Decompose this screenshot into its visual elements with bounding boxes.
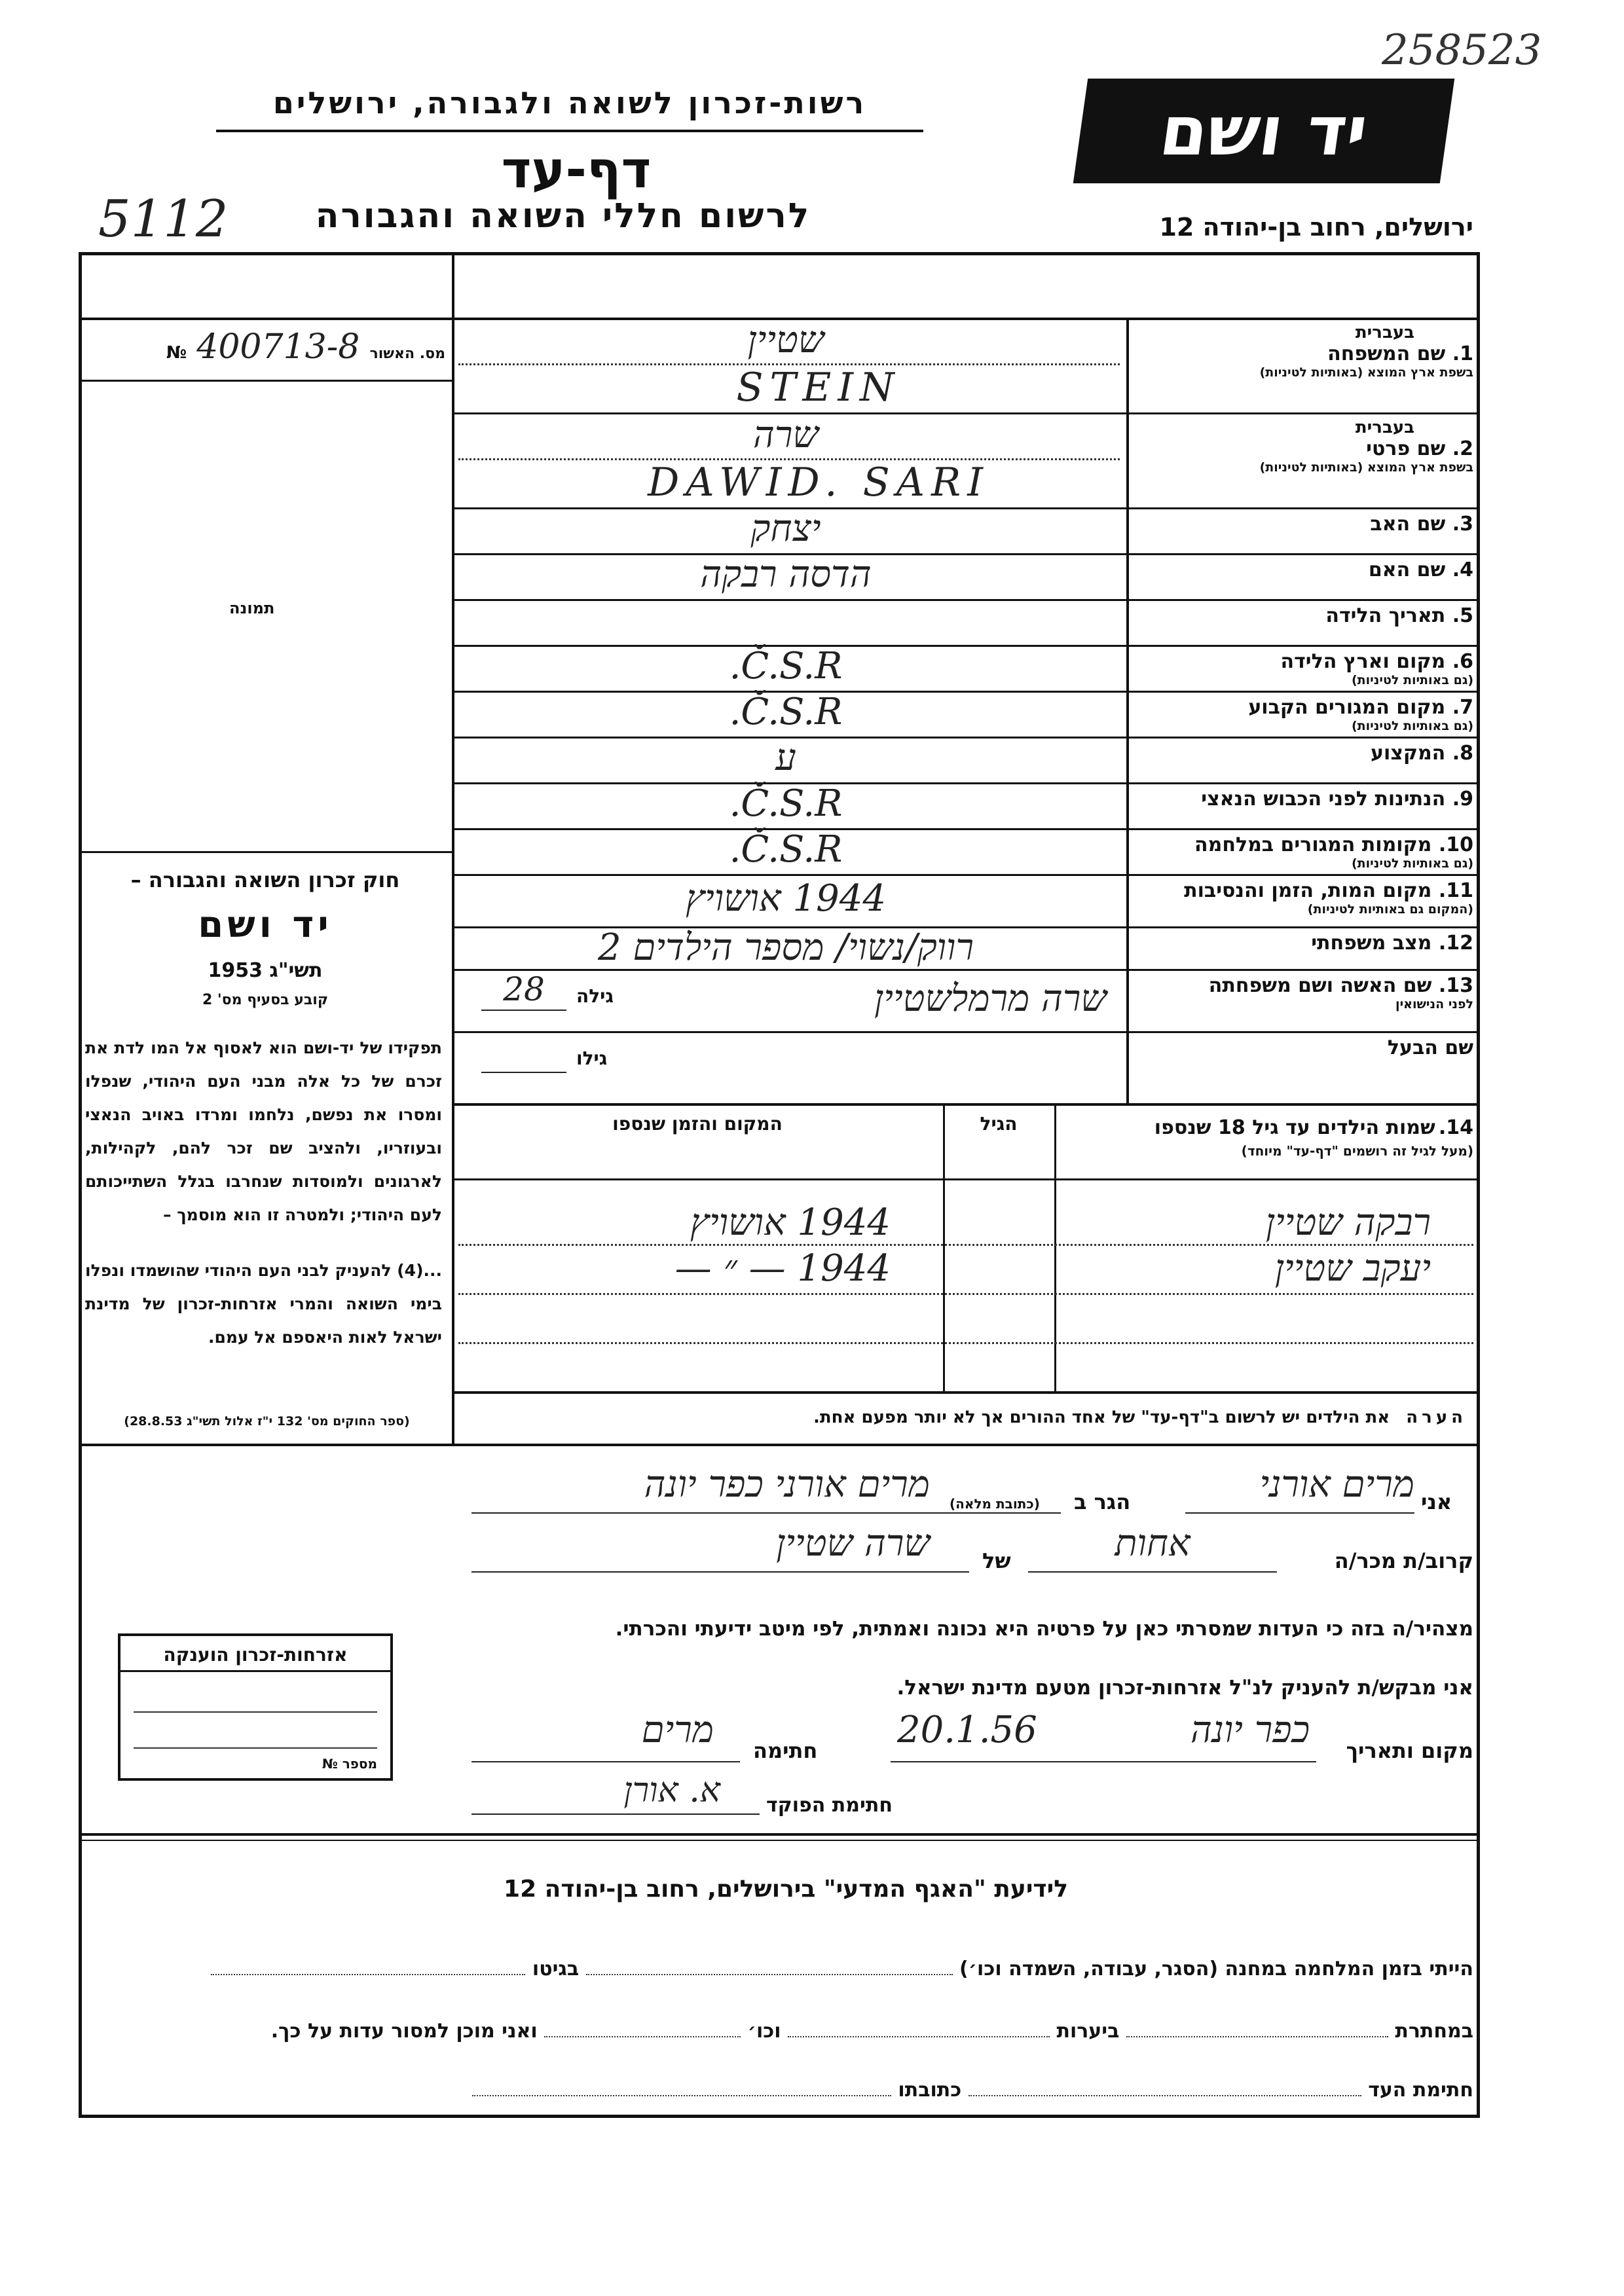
note-bottom-line bbox=[79, 1444, 1480, 1446]
field-label: מקום המות, הזמן והנסיבות bbox=[1184, 879, 1432, 902]
field-label-block bbox=[1133, 974, 1473, 1011]
law-section: קובע בסעיף מס' 2 bbox=[202, 992, 329, 1008]
decl-relative-label: קרוב/ת מכר/ה bbox=[1334, 1548, 1473, 1573]
bottom-line-3 bbox=[92, 2079, 1473, 2102]
form-subtitle: לרשום חללי השואה והגבורה bbox=[315, 196, 811, 236]
witness-address-label: כתובתו bbox=[898, 2079, 962, 2102]
field-number: 2. bbox=[1452, 437, 1473, 460]
witness-signature-label: חתימת העד bbox=[1368, 2079, 1473, 2102]
bottom-line-1 bbox=[92, 1958, 1473, 1980]
field-label-block bbox=[1133, 788, 1473, 811]
field-label-block bbox=[1133, 1036, 1473, 1059]
yad-vashem-logo bbox=[1073, 79, 1454, 183]
cert-number-block bbox=[88, 327, 445, 367]
field-number: 8. bbox=[1452, 742, 1473, 765]
field-label-block bbox=[1133, 558, 1473, 581]
field-number: 3. bbox=[1452, 513, 1473, 536]
decl-date-value: 20.1.56 bbox=[897, 1709, 1037, 1751]
decl-resides-label: הגר ב bbox=[1074, 1489, 1131, 1514]
bottom-title: לידיעת "האגף המדעי" בירושלים, רחוב בן-יהודה 12 bbox=[504, 1876, 1068, 1903]
note-row bbox=[458, 1408, 1467, 1427]
cert-no-mark: № bbox=[166, 343, 187, 363]
title-underline bbox=[216, 130, 923, 132]
field-label-block bbox=[1133, 650, 1473, 687]
age-value: 28 bbox=[481, 970, 566, 1011]
decl-i-line bbox=[1185, 1512, 1414, 1514]
field-separator bbox=[452, 1031, 1480, 1033]
field-label: שם האב bbox=[1370, 513, 1446, 536]
field-label: שם המשפחה bbox=[1327, 342, 1446, 365]
decl-signature-label: חתימה bbox=[753, 1738, 818, 1763]
field-value: Č.S.R. bbox=[729, 691, 843, 733]
child-row-rule bbox=[458, 1293, 1473, 1295]
handwritten-ref-number: 5112 bbox=[98, 190, 229, 249]
children-col-1 bbox=[943, 1103, 945, 1391]
field-separator bbox=[452, 969, 1480, 971]
decl-relative-line bbox=[1028, 1571, 1277, 1573]
children-col-2 bbox=[1054, 1103, 1056, 1391]
field-separator bbox=[452, 874, 1480, 876]
field-value: Č.S.R. bbox=[729, 828, 843, 871]
authority-title: רשות-זכרון לשואה ולגבורה, ירושלים bbox=[272, 85, 867, 120]
field-number: 13. bbox=[1438, 974, 1473, 997]
field-number: 1. bbox=[1452, 342, 1473, 365]
field-value: ע bbox=[775, 737, 796, 779]
field-value-latin: STEIN bbox=[736, 365, 901, 410]
field-label: המקצוע bbox=[1370, 742, 1446, 765]
law-name: יד ושם bbox=[198, 903, 333, 946]
children-title-text: שמות הילדים עד גיל 18 שנספו bbox=[1154, 1116, 1435, 1139]
ghetto-label: בגיטו bbox=[532, 1958, 580, 1980]
field-label: שם האשה ושם משפחתה bbox=[1208, 974, 1432, 997]
field-tag: בעברית bbox=[1355, 323, 1414, 342]
decl-of-label: של bbox=[982, 1548, 1011, 1573]
field-label: מקום המגורים הקבוע bbox=[1248, 696, 1446, 719]
decl-i-value: מרים אורני bbox=[1259, 1463, 1414, 1506]
decl-official-sig-label: חתימת הפוקד bbox=[766, 1794, 893, 1817]
field-value: שרה מרמלשטיין bbox=[874, 977, 1107, 1020]
field-label-block bbox=[1133, 513, 1473, 536]
field-number: 9. bbox=[1452, 788, 1473, 811]
left-column-divider bbox=[452, 252, 454, 1444]
decl-place-date-label: מקום ותאריך bbox=[1346, 1738, 1473, 1763]
children-top-line bbox=[452, 1103, 1480, 1106]
decl-place-value: כפר יונה bbox=[1190, 1709, 1310, 1751]
field-label-block bbox=[1133, 833, 1473, 871]
field-value: 1944 אושויץ bbox=[685, 877, 887, 920]
camp-label: הייתי בזמן המלחמה במחנה (הסגר, עבודה, השמדה וכו׳) bbox=[959, 1958, 1473, 1980]
children-header-line bbox=[452, 1178, 1480, 1180]
law-paragraph-2: ...(4) להעניק לבני העם היהודי שהושמדו ונפלו בימי השואה והמרי אזרחות-זכרון של מדינת ישראל לאות היאספם אל עמם. bbox=[85, 1261, 442, 1347]
law-title: חוק זכרון השואה והגבורה – bbox=[130, 867, 400, 892]
field-sublabel: בשפת ארץ המוצא (באותיות לטיניות) bbox=[1259, 460, 1473, 475]
age-label: גילה bbox=[576, 985, 614, 1007]
field-sublabel: (גם באותיות לטיניות) bbox=[1351, 673, 1473, 687]
decl-signature-line bbox=[471, 1761, 740, 1762]
note-label: הערה bbox=[1406, 1408, 1467, 1427]
field-label: מקום וארץ הלידה bbox=[1280, 650, 1446, 673]
field-label: שם פרטי bbox=[1366, 437, 1446, 460]
field-number: 6. bbox=[1452, 650, 1473, 673]
decl-of-line bbox=[471, 1571, 969, 1573]
decl-relative-value: אחות bbox=[1115, 1522, 1190, 1565]
field-number: 4. bbox=[1452, 558, 1473, 581]
children-title bbox=[1064, 1116, 1473, 1159]
children-col-age: הגיל bbox=[980, 1113, 1018, 1135]
form-title: דף-עד bbox=[501, 141, 652, 200]
field-separator bbox=[452, 599, 1480, 601]
field-number: 11. bbox=[1438, 879, 1473, 902]
field-tag: בעברית bbox=[1355, 418, 1414, 437]
child-row-rule bbox=[458, 1244, 1473, 1246]
etc-label: וכו׳ bbox=[747, 2020, 781, 2043]
header-address: ירושלים, רחוב בן-יהודה 12 bbox=[1159, 213, 1473, 242]
memorial-citizenship-box bbox=[118, 1633, 393, 1781]
field-label: תאריך הלידה bbox=[1325, 604, 1446, 627]
cert-row-line bbox=[79, 380, 452, 382]
bottom-divider-1 bbox=[79, 1833, 1480, 1836]
cert-label: מס. האשור bbox=[369, 346, 445, 362]
field-value: שטיין bbox=[747, 319, 824, 361]
underground-label: במחתרת bbox=[1395, 2020, 1473, 2043]
stamp-box-title: אזרחות-זכרון הוענקה bbox=[120, 1636, 390, 1672]
field-value: הדסה רבקה bbox=[700, 553, 872, 596]
field-value: שרה bbox=[753, 414, 819, 456]
decl-address-hint: (כתובת מלאה) bbox=[950, 1496, 1040, 1512]
field-label-block bbox=[1133, 879, 1473, 917]
field-sublabel: (המקום גם באותיות לטיניות) bbox=[1307, 902, 1473, 917]
forests-label: ביערות bbox=[1056, 2020, 1120, 2043]
field-sublabel: בשפת ארץ המוצא (באותיות לטיניות) bbox=[1259, 365, 1473, 380]
field-number: 10. bbox=[1438, 833, 1473, 856]
decl-signature-value: מרים bbox=[641, 1709, 714, 1751]
age-value bbox=[481, 1032, 566, 1073]
child-row-rule bbox=[458, 1342, 1473, 1344]
law-paragraph-1: תפקידו של יד-ושם הוא לאסוף אל המו לדת את זכרם של כל אלה מבני העם היהודי, שנפלו ומסרו את נפשם, נלחמו ומרדו באויב הנאצי ובעוזריו, ולהציב שם זכר להם, לקהילות, לארגונים ולמוסדות שנחרבו בגלל השתייכותם לעם היהודי; ולמטרה זו הוא מוסמך – bbox=[85, 1038, 442, 1224]
age-label: גילו bbox=[576, 1048, 608, 1069]
decl-address-line bbox=[471, 1512, 1061, 1514]
field-value: Č.S.R. bbox=[729, 782, 843, 825]
field-value: רווק/נשוי/ מספר הילדים 2 bbox=[598, 926, 974, 969]
law-year: תשי"ג 1953 bbox=[208, 959, 323, 982]
law-source: (ספר החוקים מס' 132 י"ז אלול תשי"ג 28.8.53) bbox=[124, 1414, 410, 1429]
decl-statement: מצהיר/ה בזה כי העדות שמסרתי כאן על פרטיה היא נכונה ואמתית, לפי מיטב ידיעתי והכרתי. bbox=[615, 1617, 1473, 1641]
stamp-number-label: מספר bbox=[342, 1756, 377, 1772]
field-label: מקומות המגורים במלחמה bbox=[1194, 833, 1432, 856]
bottom-divider-2 bbox=[79, 1840, 1480, 1841]
stamp-box-number: מספר № bbox=[322, 1756, 377, 1772]
field-number: 12. bbox=[1438, 932, 1473, 955]
decl-address-value: מרים אורני כפר יונה bbox=[644, 1463, 930, 1506]
decl-i-label: אני bbox=[1421, 1489, 1452, 1514]
field-label: שם הבעל bbox=[1387, 1036, 1473, 1059]
decl-request: אני מבקש/ת להעניק לנ"ל אזרחות-זכרון מטעם מדינת ישראל. bbox=[896, 1676, 1473, 1700]
field-value-latin: DAWID. SARI bbox=[648, 460, 989, 505]
field-label-block bbox=[1133, 932, 1473, 955]
field-sublabel: (גם באותיות לטיניות) bbox=[1351, 856, 1473, 871]
field-value: Č.S.R. bbox=[729, 645, 843, 687]
cert-number: 400713-8 bbox=[196, 327, 360, 367]
logo-text: יד ושם bbox=[1154, 91, 1373, 171]
field-label: מצב משפחתי bbox=[1311, 932, 1432, 955]
child-place: 1944 — ״ — bbox=[674, 1247, 891, 1290]
field-label: הנתינות לפני הכבוש הנאצי bbox=[1201, 788, 1446, 811]
field-label-block bbox=[1133, 418, 1473, 475]
field-number: 7. bbox=[1452, 696, 1473, 719]
field-label-block bbox=[1133, 696, 1473, 733]
decl-place-date-line bbox=[891, 1761, 1316, 1762]
field-value: יצחק bbox=[750, 507, 821, 550]
photo-box-bottom bbox=[79, 851, 452, 853]
field-sublabel: (גם באותיות לטיניות) bbox=[1351, 719, 1473, 733]
field-number: 5. bbox=[1452, 604, 1473, 627]
labels-column-divider bbox=[1126, 318, 1129, 1103]
child-place: 1944 אושויץ bbox=[690, 1201, 891, 1244]
bottom-line-2 bbox=[92, 2020, 1473, 2043]
field-label-block bbox=[1133, 323, 1473, 380]
children-note: (מעל לגיל זה רושמים "דף-עד" מיוחד) bbox=[1241, 1143, 1473, 1159]
field-mid-rule bbox=[458, 458, 1120, 460]
photo-label: תמונה bbox=[229, 599, 275, 617]
child-name: רבקה שטיין bbox=[1265, 1201, 1431, 1244]
decl-of-value: שרה שטיין bbox=[776, 1522, 930, 1565]
children-no: 14. bbox=[1438, 1116, 1473, 1139]
field-mid-rule bbox=[458, 363, 1120, 365]
note-top-line bbox=[452, 1391, 1480, 1394]
child-name: יעקב שטיין bbox=[1274, 1247, 1431, 1290]
decl-official-sig-value: א. אורן bbox=[623, 1771, 720, 1810]
children-col-place: המקום והזמן שנספו bbox=[612, 1113, 783, 1135]
field-sublabel: לפני הנישואין bbox=[1395, 997, 1473, 1011]
archive-number: 258523 bbox=[1382, 26, 1542, 75]
field-label: שם האם bbox=[1368, 558, 1446, 581]
field-label-block bbox=[1133, 604, 1473, 627]
note-text: את הילדים יש לרשום ב"דף-עד" של אחד ההורים אך לא יותר מפעם אחת. bbox=[813, 1408, 1390, 1427]
field-label-block bbox=[1133, 742, 1473, 765]
testimony-label: ואני מוכן למסור עדות על כך. bbox=[270, 2020, 538, 2043]
decl-official-sig-line bbox=[471, 1813, 760, 1815]
